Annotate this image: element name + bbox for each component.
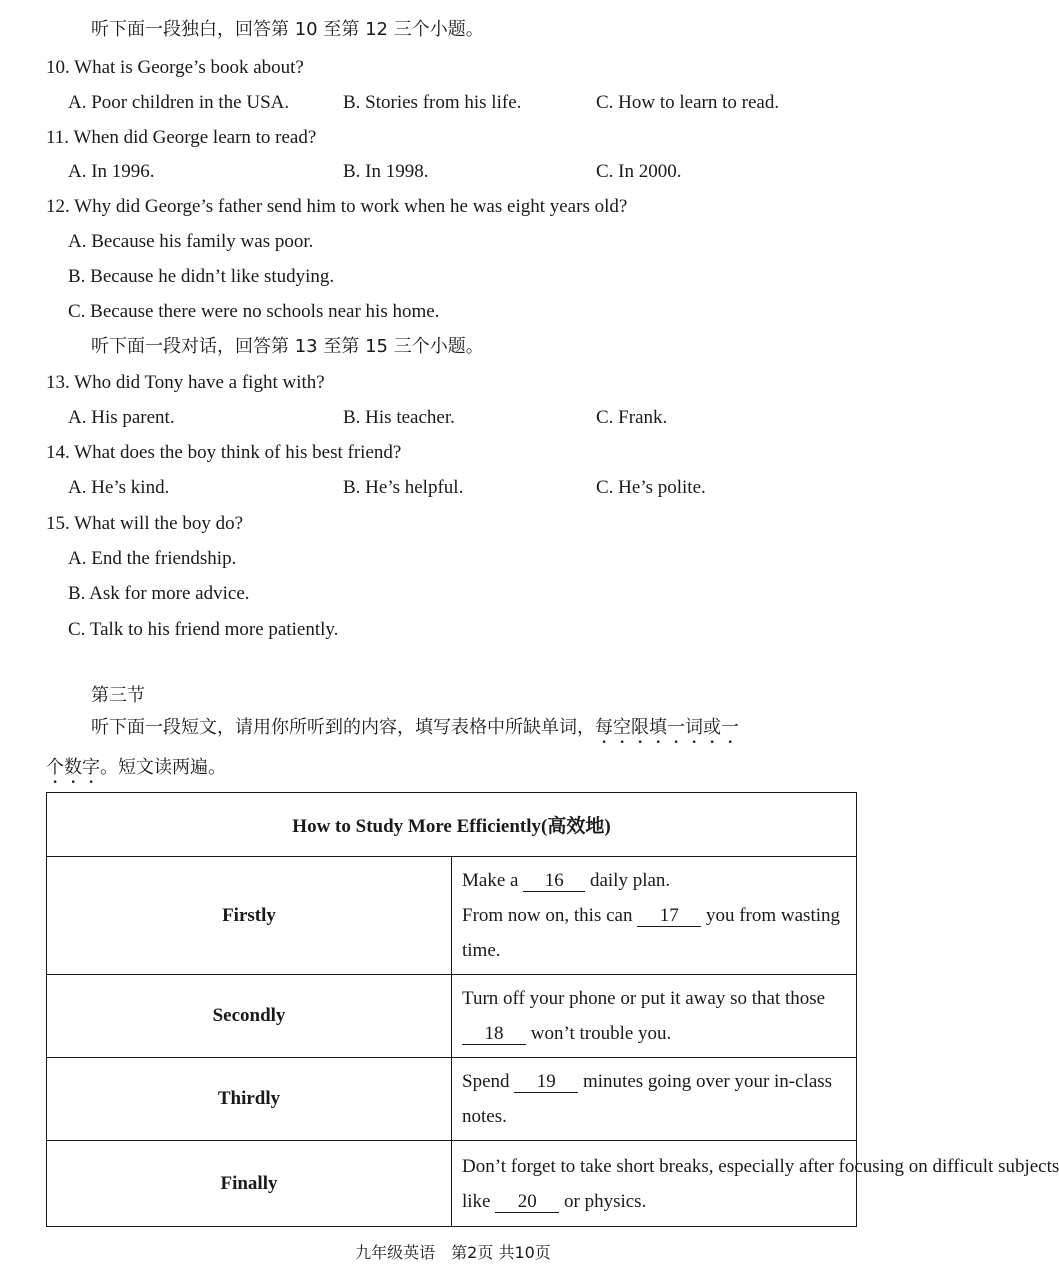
question-10-option-b: B. Stories from his life. bbox=[343, 92, 522, 113]
table-row-firstly bbox=[47, 857, 857, 975]
text: Turn off your phone or put it away so that those bbox=[462, 988, 826, 1009]
question-14-option-c: C. He’s polite. bbox=[596, 477, 706, 498]
question-11-option-a: A. In 1996. bbox=[68, 161, 155, 182]
text: Make a bbox=[462, 870, 524, 891]
row-content-finally bbox=[452, 1141, 1059, 1227]
question-15-stem: 15. What will the boy do? bbox=[46, 513, 244, 534]
instruction-monologue: 听下面一段独白，回答第 10 至第 12 三个小题。 bbox=[91, 19, 484, 40]
question-11-option-b: B. In 1998. bbox=[343, 161, 429, 182]
answer-blank-19: 19 bbox=[514, 1072, 578, 1093]
answer-blank-16: 16 bbox=[523, 871, 585, 892]
question-15-option-b: B. Ask for more advice. bbox=[68, 583, 250, 604]
question-12-option-b: B. Because he didn’t like studying. bbox=[68, 266, 335, 287]
text: daily plan. bbox=[585, 870, 671, 891]
question-12-option-c: C. Because there were no schools near his home. bbox=[68, 301, 440, 322]
text: From now on, this can bbox=[462, 905, 638, 926]
table-row-secondly bbox=[47, 975, 857, 1058]
question-10-option-a: A. Poor children in the USA. bbox=[68, 92, 290, 113]
answer-blank-20: 20 bbox=[495, 1192, 559, 1213]
section-3-instruction-emphasis-2: 个数字 bbox=[46, 757, 100, 778]
row-label-finally: Finally bbox=[47, 1141, 452, 1227]
row-label-thirdly: Thirdly bbox=[47, 1058, 452, 1141]
text: Don’t forget to take short breaks, especially after focusing on difficult subjects bbox=[462, 1155, 1059, 1177]
row-content-firstly bbox=[452, 857, 857, 975]
question-10-stem: 10. What is George’s book about? bbox=[46, 57, 304, 78]
answer-blank-17: 17 bbox=[637, 906, 701, 927]
section-3-instruction-text-2: 。短文读两遍。 bbox=[100, 757, 226, 778]
question-14-option-a: A. He’s kind. bbox=[68, 477, 170, 498]
text: won’t trouble you. bbox=[526, 1023, 672, 1044]
section-3-instruction-text: 听下面一段短文，请用你所听到的内容，填写表格中所缺单词， bbox=[91, 717, 595, 738]
section-3-instruction-line2 bbox=[46, 756, 226, 788]
question-14-option-b: B. He’s helpful. bbox=[343, 477, 464, 498]
question-11-stem: 11. When did George learn to read? bbox=[46, 127, 317, 148]
question-12-option-a: A. Because his family was poor. bbox=[68, 231, 314, 252]
text: or physics. bbox=[559, 1190, 647, 1212]
row-label-secondly: Secondly bbox=[47, 975, 452, 1058]
table-row-thirdly bbox=[47, 1058, 857, 1141]
question-12-stem: 12. Why did George’s father send him to work when he was eight years old? bbox=[46, 196, 628, 217]
question-15-option-c: C. Talk to his friend more patiently. bbox=[68, 619, 339, 640]
study-table bbox=[46, 792, 1059, 1227]
row-label-firstly: Firstly bbox=[47, 857, 452, 975]
text: like bbox=[462, 1190, 496, 1212]
text: minutes going over your in-class notes. bbox=[462, 1071, 833, 1127]
answer-blank-18: 18 bbox=[462, 1024, 526, 1045]
table-title: How to Study More Efficiently(高效地) bbox=[47, 793, 857, 857]
page-footer: 九年级英语 第2页 共10页 bbox=[355, 1243, 551, 1262]
section-3-instruction-emphasis: 每空限填一词或一 bbox=[595, 717, 739, 738]
row-content-thirdly bbox=[452, 1058, 857, 1141]
question-13-option-c: C. Frank. bbox=[596, 407, 668, 428]
instruction-dialogue: 听下面一段对话，回答第 13 至第 15 三个小题。 bbox=[91, 336, 484, 357]
section-3-instruction-line1 bbox=[91, 716, 739, 748]
question-13-stem: 13. Who did Tony have a fight with? bbox=[46, 372, 325, 393]
table-row-finally bbox=[47, 1141, 857, 1227]
question-14-stem: 14. What does the boy think of his best friend? bbox=[46, 442, 402, 463]
question-15-option-a: A. End the friendship. bbox=[68, 548, 237, 569]
row-content-secondly bbox=[452, 975, 857, 1058]
question-13-option-b: B. His teacher. bbox=[343, 407, 455, 428]
question-11-option-c: C. In 2000. bbox=[596, 161, 682, 182]
question-10-option-c: C. How to learn to read. bbox=[596, 92, 780, 113]
text: Spend bbox=[462, 1071, 515, 1092]
text: you from wasting time. bbox=[462, 905, 841, 961]
question-13-option-a: A. His parent. bbox=[68, 407, 175, 428]
section-3-heading: 第三节 bbox=[91, 685, 145, 706]
